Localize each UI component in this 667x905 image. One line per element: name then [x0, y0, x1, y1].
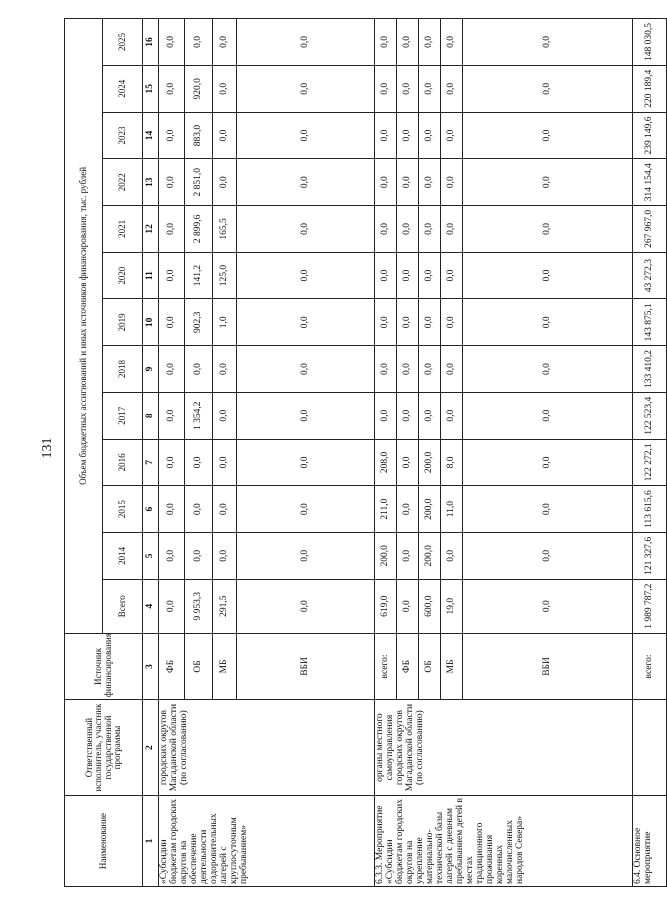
- year-value: 0,0: [441, 159, 463, 206]
- year-value: 0,0: [397, 486, 419, 533]
- column-number: 9: [143, 346, 159, 393]
- year-value: 0,0: [375, 19, 397, 66]
- column-number: 3: [143, 633, 159, 699]
- year-value: 0,0: [463, 346, 633, 393]
- funding-source: всего:: [375, 633, 397, 699]
- year-value: 0,0: [185, 439, 213, 486]
- year-value: 200,0: [375, 532, 397, 579]
- year-value: 43 272,3: [633, 252, 667, 299]
- column-number: 10: [143, 299, 159, 346]
- header-year: 2020: [103, 252, 143, 299]
- year-value: 0,0: [375, 112, 397, 159]
- year-value: 1,0: [213, 299, 237, 346]
- year-value: 0,0: [213, 532, 237, 579]
- budget-table-rotated: [64, 18, 654, 887]
- column-number: 8: [143, 392, 159, 439]
- total-value: 619,0: [375, 579, 397, 633]
- year-value: 0,0: [397, 159, 419, 206]
- year-value: 0,0: [159, 392, 185, 439]
- year-value: 0,0: [237, 486, 375, 533]
- year-value: 0,0: [441, 112, 463, 159]
- year-value: 122 523,4: [633, 392, 667, 439]
- year-value: 0,0: [237, 392, 375, 439]
- funding-source: ОБ: [185, 633, 213, 699]
- year-value: 0,0: [397, 299, 419, 346]
- header-year: 2021: [103, 206, 143, 253]
- header-executor: Ответственный исполнитель, участник государственной программы: [65, 700, 143, 796]
- year-value: 239 149,6: [633, 112, 667, 159]
- table-row: [633, 19, 667, 887]
- year-value: 0,0: [375, 159, 397, 206]
- column-number: 16: [143, 19, 159, 66]
- year-value: 0,0: [237, 112, 375, 159]
- year-value: 122 272,1: [633, 439, 667, 486]
- year-value: 0,0: [213, 392, 237, 439]
- measure-name: 6.4. Основное мероприятие: [633, 796, 667, 887]
- year-value: 0,0: [159, 65, 185, 112]
- executor: [633, 700, 667, 796]
- funding-source: ОБ: [419, 633, 441, 699]
- total-value: 600,0: [419, 579, 441, 633]
- year-value: 0,0: [463, 206, 633, 253]
- year-value: 0,0: [419, 206, 441, 253]
- page-number: 131: [40, 437, 55, 459]
- year-value: 0,0: [375, 206, 397, 253]
- year-value: 125,0: [213, 252, 237, 299]
- year-value: 0,0: [237, 206, 375, 253]
- year-value: 0,0: [213, 112, 237, 159]
- column-number: 11: [143, 252, 159, 299]
- year-value: 0,0: [463, 392, 633, 439]
- year-value: 0,0: [159, 206, 185, 253]
- year-value: 11,0: [441, 486, 463, 533]
- year-value: 0,0: [441, 532, 463, 579]
- year-value: 314 154,4: [633, 159, 667, 206]
- funding-source: всего:: [633, 633, 667, 699]
- year-value: 0,0: [441, 252, 463, 299]
- column-number: 15: [143, 65, 159, 112]
- year-value: 0,0: [397, 112, 419, 159]
- year-value: 0,0: [237, 439, 375, 486]
- column-number: 6: [143, 486, 159, 533]
- header-year: 2023: [103, 112, 143, 159]
- year-value: 0,0: [441, 299, 463, 346]
- year-value: 0,0: [463, 532, 633, 579]
- year-value: 0,0: [441, 392, 463, 439]
- column-number: 2: [143, 700, 159, 796]
- table-row: [375, 19, 397, 887]
- year-value: 883,0: [185, 112, 213, 159]
- year-value: 0,0: [237, 159, 375, 206]
- year-value: 0,0: [159, 486, 185, 533]
- year-value: 0,0: [419, 299, 441, 346]
- total-value: 19,0: [441, 579, 463, 633]
- year-value: 0,0: [441, 65, 463, 112]
- year-value: 0,0: [441, 19, 463, 66]
- funding-source: ФБ: [159, 633, 185, 699]
- year-value: 0,0: [463, 299, 633, 346]
- column-number: 4: [143, 579, 159, 633]
- year-value: 0,0: [419, 346, 441, 393]
- column-number: 14: [143, 112, 159, 159]
- year-value: 0,0: [375, 299, 397, 346]
- year-value: 133 410,2: [633, 346, 667, 393]
- total-value: 0,0: [237, 579, 375, 633]
- header-source: Источник финансирования: [65, 633, 143, 699]
- year-value: 0,0: [237, 252, 375, 299]
- year-value: 0,0: [397, 252, 419, 299]
- funding-source: МБ: [213, 633, 237, 699]
- year-value: 267 967,0: [633, 206, 667, 253]
- year-value: 0,0: [213, 486, 237, 533]
- year-value: 0,0: [213, 159, 237, 206]
- year-value: 0,0: [463, 65, 633, 112]
- header-year: 2019: [103, 299, 143, 346]
- total-value: 0,0: [159, 579, 185, 633]
- header-year: 2025: [103, 19, 143, 66]
- year-value: 0,0: [419, 252, 441, 299]
- year-value: 0,0: [185, 346, 213, 393]
- year-value: 0,0: [159, 439, 185, 486]
- funding-source: ФБ: [397, 633, 419, 699]
- year-value: 0,0: [419, 159, 441, 206]
- year-value: 0,0: [375, 65, 397, 112]
- header-volume: Объем бюджетных ассигнований и иных источников финансирования, тыс. рублей: [65, 19, 103, 634]
- year-value: 0,0: [463, 486, 633, 533]
- year-value: 165,5: [213, 206, 237, 253]
- funding-source: ВБИ: [237, 633, 375, 699]
- year-value: 0,0: [397, 392, 419, 439]
- header-year: 2017: [103, 392, 143, 439]
- year-value: 0,0: [397, 346, 419, 393]
- year-value: 0,0: [419, 112, 441, 159]
- year-value: 148 030,5: [633, 19, 667, 66]
- total-value: 0,0: [463, 579, 633, 633]
- year-value: 0,0: [159, 299, 185, 346]
- year-value: 0,0: [159, 112, 185, 159]
- header-year: 2022: [103, 159, 143, 206]
- year-value: 0,0: [213, 439, 237, 486]
- measure-name: «Субсидии бюджетам городских округов на обеспечение деятельности оздоровительных лагерей с круглосуточным пребыванием»: [159, 796, 375, 887]
- year-value: 0,0: [185, 19, 213, 66]
- year-value: 0,0: [237, 65, 375, 112]
- year-value: 0,0: [159, 159, 185, 206]
- year-value: 0,0: [213, 19, 237, 66]
- year-value: 0,0: [463, 159, 633, 206]
- year-value: 0,0: [419, 19, 441, 66]
- funding-source: МБ: [441, 633, 463, 699]
- year-value: 211,0: [375, 486, 397, 533]
- header-total: Всего: [103, 579, 143, 633]
- header-year: 2016: [103, 439, 143, 486]
- header-name: Наименование: [65, 796, 143, 887]
- year-value: 121 327,6: [633, 532, 667, 579]
- year-value: 0,0: [237, 19, 375, 66]
- year-value: 208,0: [375, 439, 397, 486]
- year-value: 2 851,0: [185, 159, 213, 206]
- executor: городских округов Магаданской области (по согласованию): [159, 700, 375, 796]
- year-value: 0,0: [159, 19, 185, 66]
- year-value: 0,0: [375, 346, 397, 393]
- year-value: 0,0: [397, 532, 419, 579]
- year-value: 0,0: [237, 346, 375, 393]
- year-value: 0,0: [159, 532, 185, 579]
- column-number: 12: [143, 206, 159, 253]
- column-number: 5: [143, 532, 159, 579]
- measure-name: 6.3.3. Мероприятие «Субсидии бюджетам городских округов на укрепление материально-технической базы лагерей с дневным пребыванием детей в местах традиционного проживания коренных малочисленных народов Севера»: [375, 796, 633, 887]
- year-value: 0,0: [397, 439, 419, 486]
- year-value: 141,2: [185, 252, 213, 299]
- year-value: 0,0: [463, 439, 633, 486]
- year-value: 0,0: [213, 65, 237, 112]
- header-year: 2014: [103, 532, 143, 579]
- year-value: 0,0: [441, 206, 463, 253]
- year-value: 2 899,6: [185, 206, 213, 253]
- year-value: 200,0: [419, 439, 441, 486]
- total-value: 0,0: [397, 579, 419, 633]
- year-value: 0,0: [397, 206, 419, 253]
- year-value: 0,0: [375, 252, 397, 299]
- year-value: 8,0: [441, 439, 463, 486]
- column-number: 7: [143, 439, 159, 486]
- year-value: 0,0: [463, 19, 633, 66]
- total-value: 9 953,3: [185, 579, 213, 633]
- table-row: [159, 19, 185, 887]
- year-value: 200,0: [419, 532, 441, 579]
- year-value: 143 875,1: [633, 299, 667, 346]
- header-year: 2015: [103, 486, 143, 533]
- year-value: 0,0: [159, 252, 185, 299]
- year-value: 0,0: [185, 532, 213, 579]
- year-value: 0,0: [237, 532, 375, 579]
- header-year: 2018: [103, 346, 143, 393]
- year-value: 0,0: [441, 346, 463, 393]
- year-value: 0,0: [375, 392, 397, 439]
- year-value: 1 354,2: [185, 392, 213, 439]
- year-value: 0,0: [419, 392, 441, 439]
- year-value: 0,0: [463, 252, 633, 299]
- year-value: 0,0: [419, 65, 441, 112]
- year-value: 0,0: [185, 486, 213, 533]
- year-value: 0,0: [397, 65, 419, 112]
- year-value: 200,0: [419, 486, 441, 533]
- column-number: 1: [143, 796, 159, 887]
- budget-table: [64, 18, 667, 887]
- column-number: 13: [143, 159, 159, 206]
- year-value: 0,0: [237, 299, 375, 346]
- year-value: 920,0: [185, 65, 213, 112]
- year-value: 0,0: [463, 112, 633, 159]
- year-value: 113 615,6: [633, 486, 667, 533]
- total-value: 1 989 787,2: [633, 579, 667, 633]
- year-value: 220 189,4: [633, 65, 667, 112]
- funding-source: ВБИ: [463, 633, 633, 699]
- year-value: 0,0: [159, 346, 185, 393]
- executor: органы местного самоуправления городских округов Магаданской области (по согласованию): [375, 700, 633, 796]
- year-value: 0,0: [213, 346, 237, 393]
- header-year: 2024: [103, 65, 143, 112]
- year-value: 902,3: [185, 299, 213, 346]
- total-value: 291,5: [213, 579, 237, 633]
- year-value: 0,0: [397, 19, 419, 66]
